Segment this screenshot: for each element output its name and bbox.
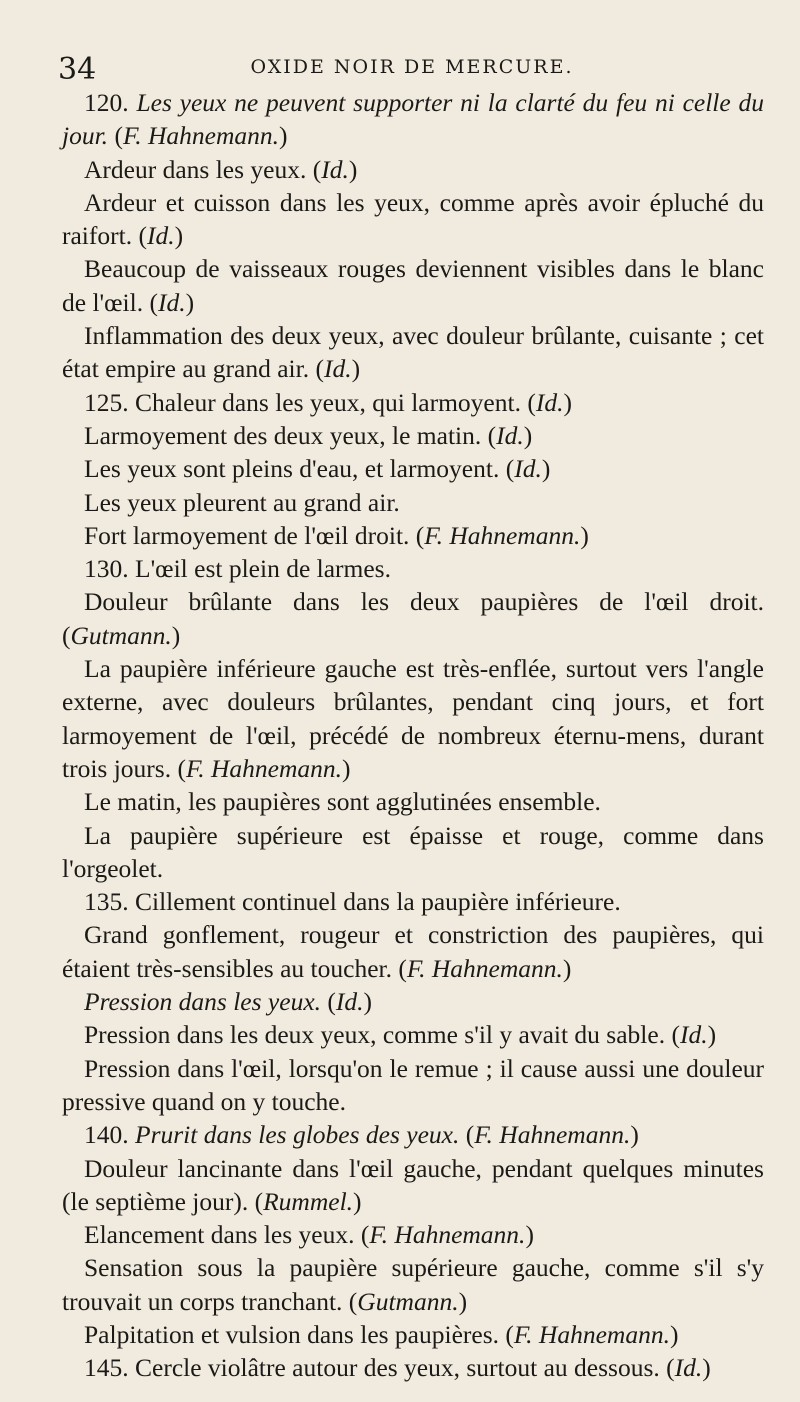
symptom-entry (62, 386, 764, 419)
symptom-entry (62, 1118, 764, 1151)
italic-segment: F. Hahnemann. (424, 520, 581, 550)
text-segment: 135. Cillement continuel dans la paupière inférieure. (84, 887, 621, 917)
text-segment: Inflammation des deux yeux, avec douleur brûlante, cuisante ; cet état empire au grand air. ( (62, 321, 764, 384)
text-segment: ) (523, 420, 533, 450)
italic-segment: Id. (157, 287, 186, 317)
italic-segment: F. Hahnemann. (122, 121, 280, 151)
text-segment: ) (185, 287, 195, 317)
text-segment: ) (363, 987, 373, 1017)
text-segment: 130. L'œil est plein de larmes. (84, 554, 391, 584)
text-segment: ( (459, 1120, 475, 1150)
text-segment: ) (171, 620, 181, 650)
page-number: 34 (58, 52, 97, 87)
text-segment: ) (702, 1353, 711, 1383)
text-segment: Elancement dans les yeux. ( (84, 1220, 370, 1250)
text-segment: Fort larmoyement de l'œil droit. ( (84, 520, 425, 550)
text-segment: ) (563, 387, 572, 417)
text-segment: Douleur brûlante dans les deux paupières de l'œil droit. ( (62, 587, 764, 650)
italic-segment: Id. (321, 154, 349, 184)
text-segment: Palpitation et vulsion dans les paupières. ( (84, 1319, 514, 1349)
symptom-entry (62, 819, 764, 886)
italic-segment: Id. (496, 420, 524, 450)
italic-segment: F. Hahnemann. (406, 953, 563, 983)
text-segment: La paupière supérieure est épaisse et rouge, comme dans l'orgeolet. (62, 820, 764, 883)
symptom-entry (62, 452, 764, 485)
text-segment: Grand gonflement, rougeur et constriction des paupières, qui étaient très-sensibles au toucher. ( (62, 920, 764, 983)
symptom-entry (62, 319, 764, 386)
symptom-entry (62, 985, 764, 1018)
text-segment: ) (279, 121, 288, 151)
symptom-entry (62, 1218, 764, 1251)
italic-segment: Prurit dans les globes des yeux. (135, 1120, 460, 1150)
text-segment: ) (353, 1186, 362, 1216)
text-segment: ) (525, 1220, 534, 1250)
italic-segment: Pression dans les yeux. (84, 987, 322, 1017)
text-segment: Sensation sous la paupière supérieure gauche, comme s'il s'y trouvait un corps tranchant. ( (62, 1253, 764, 1316)
text-segment: ) (562, 953, 572, 983)
text-segment: Les yeux sont pleins d'eau, et larmoyent. ( (84, 454, 515, 484)
italic-segment: F. Hahnemann. (513, 1319, 670, 1349)
text-segment: Pression dans les deux yeux, comme s'il y avait du sable. ( (84, 1020, 680, 1050)
symptom-entry (62, 519, 764, 552)
text-segment: 145. Cercle violâtre autour des yeux, surtout au dessous. ( (84, 1353, 675, 1383)
text-segment: ) (630, 1120, 639, 1150)
italic-segment: Gutmann. (70, 620, 172, 650)
symptom-entry (62, 186, 764, 253)
text-segment: Ardeur dans les yeux. ( (84, 154, 322, 184)
symptom-entry (62, 1018, 764, 1051)
page-header (58, 50, 766, 90)
italic-segment: F. Hahnemann. (474, 1120, 631, 1150)
symptom-entry (62, 419, 764, 452)
text-segment: ) (541, 454, 551, 484)
symptom-entry (62, 652, 764, 785)
symptom-entry (62, 885, 764, 918)
text-segment: Le matin, les paupières sont agglutinées ensemble. (84, 787, 601, 817)
text-segment: ) (580, 520, 589, 550)
symptom-entry (62, 552, 764, 585)
text-segment: ) (348, 154, 358, 184)
text-segment: Ardeur et cuisson dans les yeux, comme après avoir épluché du raifort. ( (62, 187, 764, 251)
italic-segment: Id. (679, 1020, 708, 1050)
italic-segment: Les yeux ne peuvent supporter ni la clarté du feu ni celle du jour. (62, 88, 765, 151)
symptom-entry (62, 785, 764, 818)
text-segment: La paupière inférieure gauche est très-enflée, surtout vers l'angle externe, avec douleurs brûlantes, pendant cinq jours, et fort larmoyement de l'œil, précédé de nombreux éternu-mens, durant trois jours. ( (62, 654, 764, 783)
italic-segment: Gutmann. (357, 1286, 459, 1316)
symptom-entry (62, 1251, 764, 1318)
symptom-entry (62, 918, 764, 985)
text-segment: ) (174, 221, 184, 251)
symptom-entry (62, 1152, 764, 1219)
symptom-entry (62, 86, 764, 153)
text-segment: Beaucoup de vaisseaux rouges deviennent visibles dans le blanc de l'œil. ( (62, 254, 764, 317)
italic-segment: F. Hahnemann. (185, 753, 343, 783)
text-segment: ) (342, 753, 351, 783)
symptom-entry (62, 252, 764, 319)
text-segment: ) (351, 354, 361, 384)
text-segment: Les yeux pleurent au grand air. (84, 487, 400, 517)
text-segment: ) (669, 1319, 679, 1349)
text-segment: Douleur lancinante dans l'œil gauche, pendant quelques minutes (le septième jour). ( (62, 1153, 764, 1216)
text-segment: ) (707, 1020, 717, 1050)
symptom-entry (62, 1351, 764, 1384)
italic-segment: Rummel. (263, 1186, 354, 1216)
symptom-entry (62, 153, 764, 186)
symptom-list (62, 86, 764, 1385)
symptom-entry (62, 1318, 764, 1351)
text-segment: ) (458, 1286, 468, 1316)
running-head: OXIDE NOIR DE MERCURE. (250, 56, 574, 78)
text-segment: 120. (84, 88, 137, 117)
text-segment: ( (321, 987, 336, 1017)
symptom-entry (62, 486, 764, 519)
text-segment: 140. (84, 1120, 135, 1150)
italic-segment: Id. (146, 221, 175, 251)
text-segment: ( (108, 121, 123, 151)
italic-segment: Id. (335, 987, 364, 1017)
italic-segment: Id. (323, 354, 352, 384)
italic-segment: F. Hahnemann. (369, 1220, 526, 1250)
text-segment: 125. Chaleur dans les yeux, qui larmoyent. ( (84, 387, 536, 417)
italic-segment: Id. (514, 454, 542, 484)
text-segment: Pression dans l'œil, lorsqu'on le remue ; il cause aussi une douleur pressive quand on y touche. (62, 1053, 764, 1116)
symptom-entry (62, 585, 764, 652)
italic-segment: Id. (535, 387, 564, 417)
symptom-entry (62, 1052, 764, 1119)
italic-segment: Id. (674, 1353, 703, 1383)
text-segment: Larmoyement des deux yeux, le matin. ( (84, 420, 497, 450)
